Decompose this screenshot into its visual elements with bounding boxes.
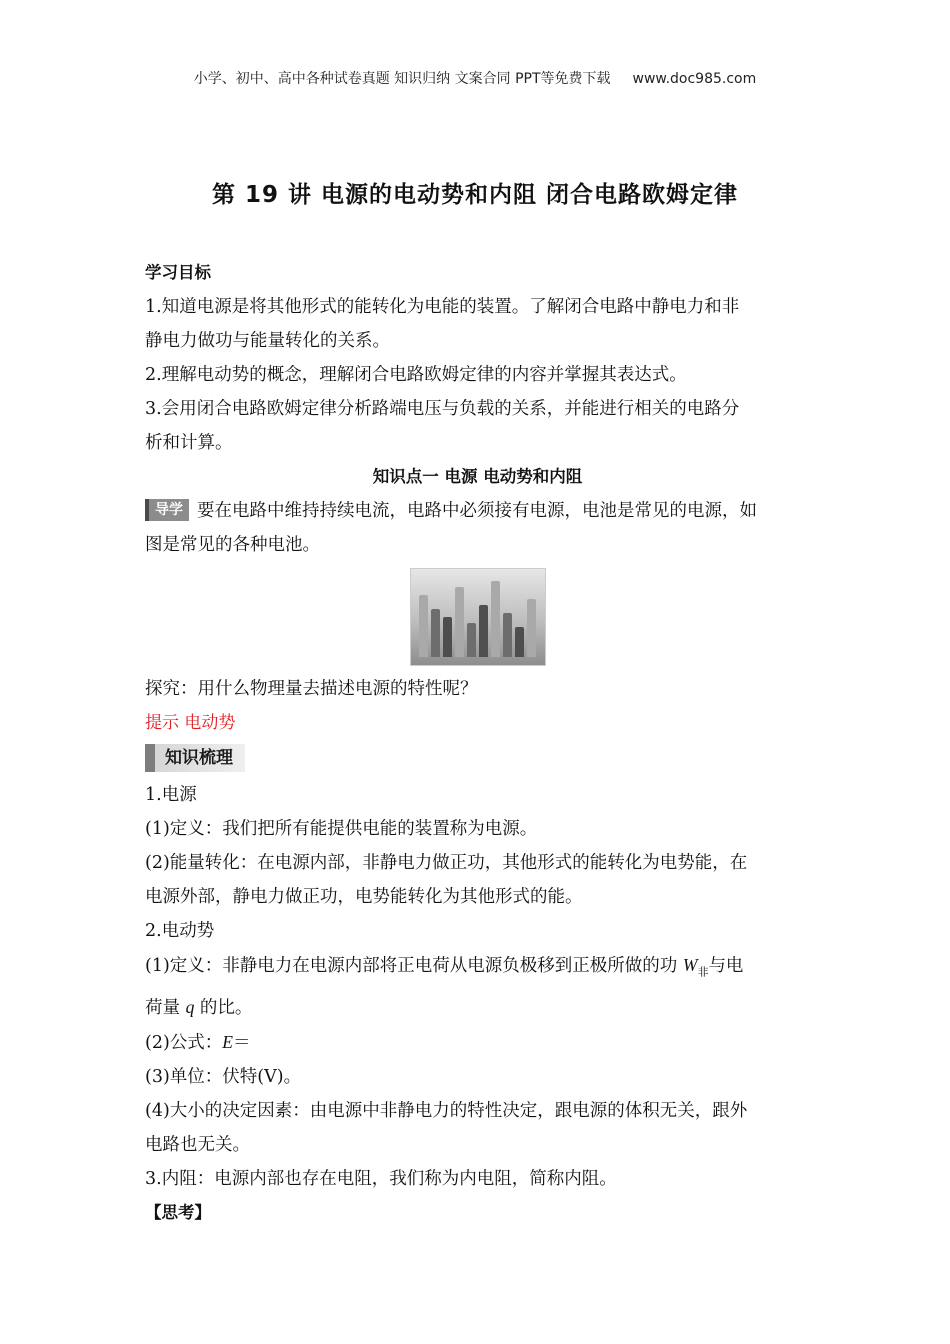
guide-line2: 图是常见的各种电池。 [145,535,320,555]
battery-shape [491,581,500,657]
batteries-photo [410,568,546,666]
s2-def2-post: 的比。 [194,997,253,1018]
s1-energy-line1: (2)能量转化：在电源内部，非静电力做正功，其他形式的能转化为电势能，在 [145,853,748,873]
battery-shape [419,595,428,657]
s2-formula [145,1025,810,1060]
s2-factor-line2: 电路也无关。 [145,1134,250,1155]
s1-title: 1.电源 [145,785,197,805]
section-head-knowledge: 知识梳理 [145,744,245,772]
main-content [145,256,810,1230]
battery-shape [503,613,512,657]
knowledge-point-heading: 知识点一 电源 电动势和内阻 [372,467,583,486]
s1-energy-line2: 电源外部，静电力做正功，电势能转化为其他形式的能。 [145,887,583,907]
s2-def-text-post: 与电 [708,956,744,976]
battery-shape [479,605,488,657]
objective-1-line1: 1.知道电源是将其他形式的能转化为电能的装置。了解闭合电路中静电力和非 [145,297,740,317]
battery-shape [515,627,524,657]
think-heading: 【思考】 [145,1202,211,1222]
objective-1-line2: 静电力做功与能量转化的关系。 [145,331,390,351]
s2-definition-line1 [145,948,810,990]
guide-line1 [145,494,810,528]
s3-internal-resistance: 3.内阻：电源内部也存在电阻，我们称为内电阻，简称内阻。 [145,1168,617,1189]
s2-def2-pre: 荷量 [145,997,186,1018]
symbol-W: W [682,955,698,975]
objective-3-line2: 析和计算。 [145,433,233,453]
objective-2: 2.理解电动势的概念，理解闭合电路欧姆定律的内容并掌握其表达式。 [145,365,687,385]
battery-shape [455,587,464,657]
page-title: 第 19 讲 电源的电动势和内阻 闭合电路欧姆定律 [211,182,739,208]
s2-unit: (3)单位：伏特(V)。 [145,1066,302,1087]
symbol-q: q [185,996,195,1017]
battery-shape [527,599,536,657]
objectives-heading: 学习目标 [145,263,211,282]
formula-equals: ＝ [233,1032,251,1053]
battery-shape [467,623,476,657]
battery-shape [443,617,452,657]
s2-definition-line2 [145,990,810,1025]
hint-answer: 提示 电动势 [145,713,236,733]
s2-factor-line1: (4)大小的决定因素：由电源中非静电力的特性决定，跟电源的体积无关，跟外 [145,1100,748,1121]
symbol-E: E [222,1031,233,1052]
header-site[interactable]: www.doc985.com [632,71,757,87]
header-text: 小学、初中、高中各种试卷真题 知识归纳 文案合同 PPT等免费下载 [193,71,611,87]
s2-title: 2.电动势 [145,921,215,941]
guide-text-1: 要在电路中维持持续电流，电路中必须接有电源，电池是常见的电源，如 [197,501,757,521]
page-header [0,68,950,88]
symbol-W-sub: 非 [697,965,709,979]
formula-label: (2)公式： [145,1032,223,1053]
guide-badge: 导学 [145,499,189,521]
explore-question: 探究：用什么物理量去描述电源的特性呢？ [145,679,478,699]
battery-shape [431,609,440,657]
s2-def-text: (1)定义：非静电力在电源内部将正电荷从电源负极移到正极所做的功 [145,956,683,976]
objective-3-line1: 3.会用闭合电路欧姆定律分析路端电压与负载的关系，并能进行相关的电路分 [145,399,740,419]
s1-definition: (1)定义：我们把所有能提供电能的装置称为电源。 [145,819,538,839]
